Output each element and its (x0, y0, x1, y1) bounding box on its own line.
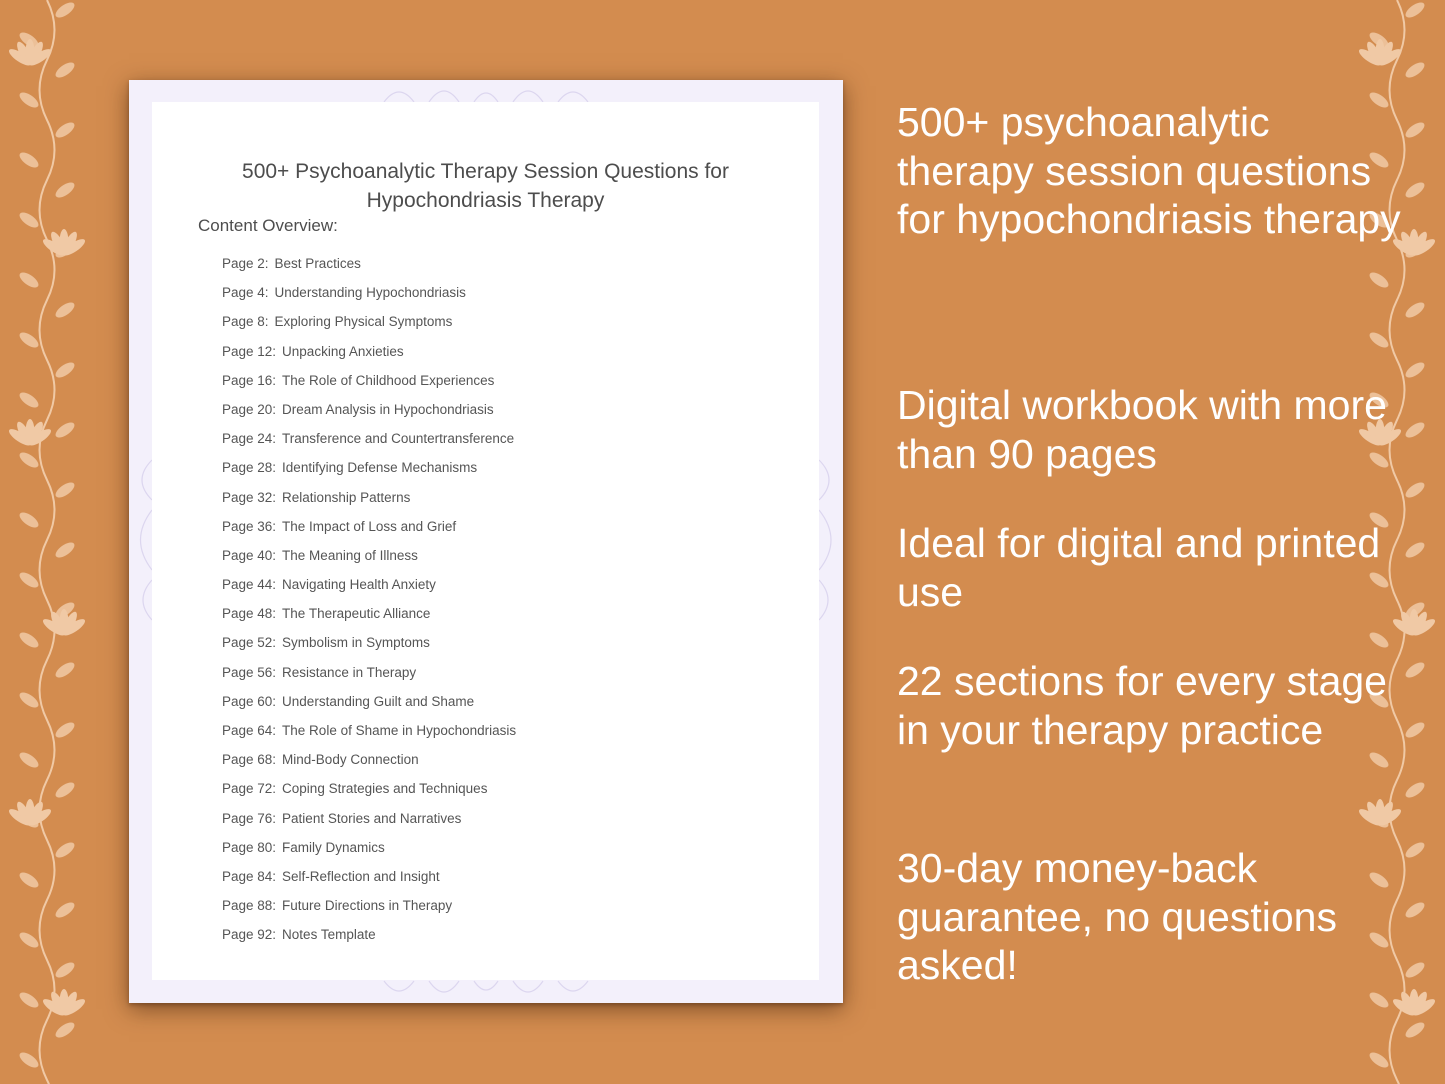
toc-item: Page 32: Relationship Patterns (222, 489, 411, 505)
table-of-contents (222, 254, 516, 955)
document-title: 500+ Psychoanalytic Therapy Session Questions for Hypochondriasis Therapy (242, 160, 729, 212)
feature-usage: Ideal for digital and printed use (897, 520, 1381, 615)
toc-item: Page 44: Navigating Health Anxiety (222, 577, 436, 593)
toc-item: Page 56: Resistance in Therapy (222, 664, 417, 680)
toc-item: Page 12: Unpacking Anxieties (222, 343, 404, 359)
toc-item: Page 60: Understanding Guilt and Shame (222, 693, 475, 709)
toc-item: Page 16: The Role of Childhood Experiences (222, 372, 495, 388)
toc-item: Page 64: The Role of Shame in Hypochondriasis (222, 723, 517, 738)
toc-item: Page 48: The Therapeutic Alliance (222, 606, 431, 622)
toc-item: Page 84: Self-Reflection and Insight (222, 868, 440, 884)
toc-item: Page 72: Coping Strategies and Techniques (222, 781, 488, 797)
content-overview-label: Content Overview: (198, 216, 338, 235)
workbook-preview (129, 80, 843, 1003)
toc-item: Page 2: Best Practices (222, 256, 361, 271)
toc-item: Page 76: Patient Stories and Narratives (222, 810, 462, 826)
toc-item: Page 80: Family Dynamics (222, 839, 385, 855)
toc-item: Page 8: Exploring Physical Symptoms (222, 314, 453, 330)
toc-item: Page 28: Identifying Defense Mechanisms (222, 460, 478, 476)
toc-item: Page 36: The Impact of Loss and Grief (222, 518, 457, 534)
toc-item: Page 92: Notes Template (222, 927, 376, 943)
floral-vine-left-icon (0, 0, 95, 1084)
document-page (152, 102, 819, 980)
toc-item: Page 52: Symbolism in Symptoms (222, 635, 430, 651)
toc-item: Page 24: Transference and Countertransference (222, 431, 515, 447)
toc-item: Page 4: Understanding Hypochondriasis (222, 285, 466, 301)
feature-guarantee: 30-day money-back guarantee, no questions asked! (897, 845, 1337, 988)
toc-item: Page 88: Future Directions in Therapy (222, 898, 453, 914)
toc-item: Page 68: Mind-Body Connection (222, 752, 419, 768)
feature-pages: Digital workbook with more than 90 pages (897, 382, 1387, 477)
toc-item: Page 40: The Meaning of Illness (222, 547, 418, 563)
feature-sections: 22 sections for every stage in your therapy practice (897, 658, 1387, 753)
toc-item: Page 20: Dream Analysis in Hypochondriasis (222, 401, 494, 417)
feature-questions: 500+ psychoanalytic therapy session questions for hypochondriasis therapy (897, 99, 1401, 242)
